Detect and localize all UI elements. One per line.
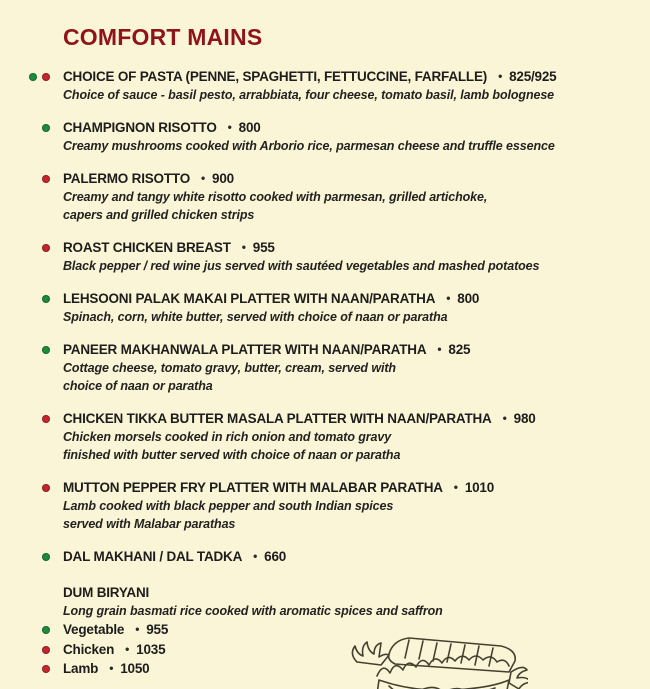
item-name-line xyxy=(63,340,634,359)
item-description-line: Lamb cooked with black pepper and south Indian spices xyxy=(63,499,394,513)
item-name-line xyxy=(63,118,634,137)
menu-item xyxy=(0,118,650,155)
diet-dots xyxy=(28,295,50,303)
item-name: PANEER MAKHANWALA PLATTER WITH NAAN/PARATHA xyxy=(63,342,427,357)
page-title: COMFORT MAINS xyxy=(63,24,263,50)
biryani-option-row xyxy=(63,620,650,640)
item-price: 955 xyxy=(252,240,275,255)
item-name-line xyxy=(63,169,634,188)
price-bullet-icon: • xyxy=(135,622,140,636)
price-bullet-icon: • xyxy=(227,120,232,134)
price-bullet-icon: • xyxy=(498,69,503,83)
price-bullet-icon: • xyxy=(502,411,507,425)
item-description xyxy=(63,497,634,533)
dum-biryani-section xyxy=(0,583,650,679)
item-name-line xyxy=(63,409,634,428)
item-description xyxy=(63,137,634,155)
item-description xyxy=(63,428,634,464)
item-price: 660 xyxy=(264,549,287,564)
item-name-line xyxy=(63,67,634,86)
nonveg-dot-icon xyxy=(42,646,50,654)
item-description xyxy=(63,257,634,275)
item-description-line: Chicken morsels cooked in rich onion and tomato gravy xyxy=(63,430,392,444)
diet-dots xyxy=(28,244,50,252)
item-price: 800 xyxy=(238,120,261,135)
option-price: 1050 xyxy=(120,661,150,676)
item-name: CHICKEN TIKKA BUTTER MASALA PLATTER WITH NAAN/PARATHA xyxy=(63,411,492,426)
item-description-line: Choice of sauce - basil pesto, arrabbiata, four cheese, tomato basil, lamb bolognese xyxy=(63,88,555,102)
biryani-option-row xyxy=(63,659,650,679)
option-price: 955 xyxy=(146,622,169,637)
item-name-line xyxy=(63,547,634,566)
biryani-option-row xyxy=(63,640,650,660)
item-name: DAL MAKHANI / DAL TADKA xyxy=(63,549,243,564)
diet-dots xyxy=(28,124,50,132)
item-name-line xyxy=(63,478,634,497)
diet-dots xyxy=(28,553,50,561)
veg-dot-icon xyxy=(42,626,50,634)
item-description-line: choice of naan or paratha xyxy=(63,379,213,393)
menu-item xyxy=(0,478,650,533)
item-name-line xyxy=(63,238,634,257)
nonveg-dot-icon xyxy=(42,484,50,492)
menu-item xyxy=(0,169,650,224)
nonveg-dot-icon xyxy=(42,175,50,183)
diet-dots xyxy=(28,175,50,183)
option-price: 1035 xyxy=(136,641,166,657)
item-description-line: finished with butter served with choice of naan or paratha xyxy=(63,448,401,462)
price-bullet-icon: • xyxy=(201,171,206,185)
price-bullet-icon: • xyxy=(125,641,130,656)
menu-item xyxy=(0,409,650,464)
menu-item xyxy=(0,340,650,395)
nonveg-dot-icon xyxy=(42,244,50,252)
item-description xyxy=(63,359,634,395)
subsection-title: DUM BIRYANI xyxy=(63,585,150,600)
option-name: Vegetable xyxy=(63,622,125,637)
option-name: Chicken xyxy=(63,641,115,657)
diet-dots xyxy=(28,646,50,654)
item-description-line: Creamy and tangy white risotto cooked with parmesan, grilled artichoke, xyxy=(63,190,488,204)
item-price: 800 xyxy=(457,291,480,306)
price-bullet-icon: • xyxy=(446,291,451,305)
veg-dot-icon xyxy=(42,295,50,303)
nonveg-dot-icon xyxy=(42,73,50,81)
diet-dots xyxy=(28,346,50,354)
item-description-line: Creamy mushrooms cooked with Arborio rice, parmesan cheese and truffle essence xyxy=(63,139,555,153)
item-description-line: Spinach, corn, white butter, served with choice of naan or paratha xyxy=(63,310,448,324)
diet-dots xyxy=(28,626,50,634)
veg-dot-icon xyxy=(42,346,50,354)
item-price: 825 xyxy=(448,342,471,357)
item-price: 825/925 xyxy=(509,69,557,84)
veg-dot-icon xyxy=(42,553,50,561)
item-description-line: served with Malabar parathas xyxy=(63,517,236,531)
nonveg-dot-icon xyxy=(42,665,50,673)
item-description-line: capers and grilled chicken strips xyxy=(63,208,255,222)
price-bullet-icon: • xyxy=(437,342,442,356)
menu-item xyxy=(0,67,650,104)
item-price: 980 xyxy=(513,411,536,426)
biryani-option-list xyxy=(63,620,650,679)
item-description-line: Black pepper / red wine jus served with sautéed vegetables and mashed potatoes xyxy=(63,259,540,273)
item-name: LEHSOONI PALAK MAKAI PLATTER WITH NAAN/PARATHA xyxy=(63,291,436,306)
diet-dots xyxy=(28,73,50,81)
item-price: 900 xyxy=(212,171,234,186)
item-name: CHAMPIGNON RISOTTO xyxy=(63,120,217,135)
nonveg-dot-icon xyxy=(42,415,50,423)
item-description xyxy=(63,188,634,224)
item-description xyxy=(63,308,634,326)
menu-item-list xyxy=(0,67,650,566)
menu-item xyxy=(0,289,650,326)
menu-item xyxy=(0,238,650,275)
item-description xyxy=(63,86,634,104)
veg-dot-icon xyxy=(29,73,37,81)
price-bullet-icon: • xyxy=(109,661,114,675)
item-name-line xyxy=(63,289,634,308)
price-bullet-icon: • xyxy=(253,549,258,563)
diet-dots xyxy=(28,484,50,492)
veg-dot-icon xyxy=(42,124,50,132)
item-name: CHOICE OF PASTA (PENNE, SPAGHETTI, FETTUCCINE, FARFALLE) xyxy=(63,69,488,84)
item-name: ROAST CHICKEN BREAST xyxy=(63,240,231,255)
price-bullet-icon: • xyxy=(453,480,458,494)
item-name: MUTTON PEPPER FRY PLATTER WITH MALABAR PARATHA xyxy=(63,480,443,495)
diet-dots xyxy=(28,415,50,423)
option-name: Lamb xyxy=(63,661,99,676)
subsection-description: Long grain basmati rice cooked with aromatic spices and saffron xyxy=(63,604,443,618)
menu-item xyxy=(0,547,650,566)
item-name: PALERMO RISOTTO xyxy=(63,171,191,186)
item-price: 1010 xyxy=(464,480,495,495)
diet-dots xyxy=(28,665,50,673)
item-description-line: Cottage cheese, tomato gravy, butter, cream, served with xyxy=(63,361,396,375)
price-bullet-icon: • xyxy=(241,240,246,254)
